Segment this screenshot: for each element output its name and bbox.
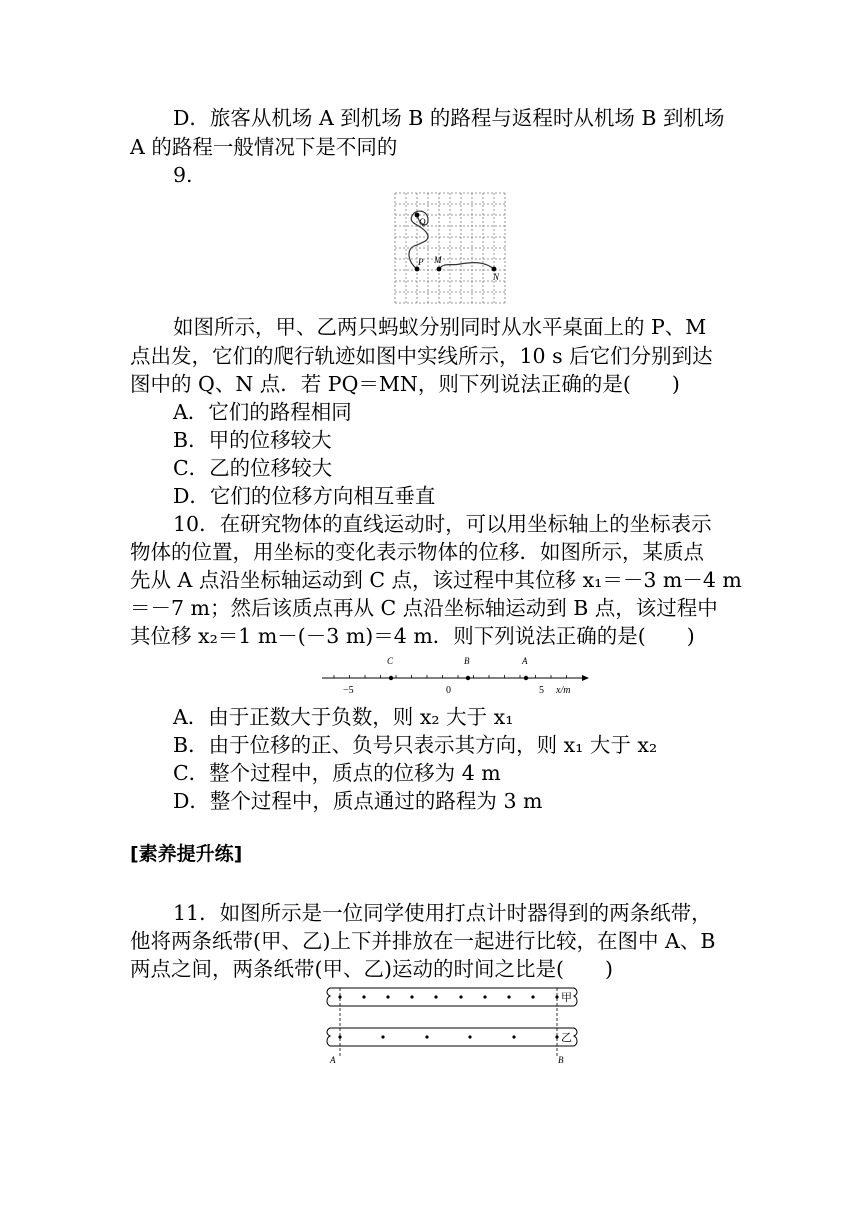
q10-option-b: B．由于位移的正、负号只表示其方向，则 x₁ 大于 x₂: [173, 733, 658, 757]
label-p: P: [418, 257, 424, 267]
tick-label-minus5: −5: [343, 685, 354, 696]
q10-text-line4: ＝－7 m；然后该质点再从 C 点沿坐标轴运动到 B 点，该过程中: [130, 596, 718, 620]
point-p: [415, 267, 420, 272]
q11-text-line3: 两点之间，两条纸带(甲、乙)运动的时间之比是( ): [130, 957, 613, 981]
label-c: C: [387, 656, 394, 666]
unit-label: x/m: [556, 685, 571, 696]
label-a: A: [522, 656, 528, 666]
q10-option-d: D．整个过程中，质点通过的路程为 3 m: [173, 789, 543, 813]
label-m: M: [434, 255, 442, 265]
point-m: [437, 267, 442, 272]
tick-label-5: 5: [539, 685, 544, 696]
tape-top-dots: [338, 995, 558, 998]
q8-option-d-line2: A 的路程一般情况下是不同的: [130, 135, 398, 159]
tick-label-0: 0: [446, 685, 451, 696]
q8-option-d-line1: D．旅客从机场 A 到机场 B 的路程与返程时从机场 B 到机场: [173, 106, 725, 130]
q9-option-a: A．它们的路程相同: [173, 400, 352, 424]
ant-path-yi: [439, 263, 494, 269]
q10-text-line1: 10．在研究物体的直线运动时，可以用坐标轴上的坐标表示: [173, 512, 712, 536]
q9-option-c: C．乙的位移较大: [173, 456, 333, 480]
q9-number: 9.: [173, 163, 193, 187]
ant-grid-figure: [392, 190, 508, 306]
q9-text-line3: 图中的 Q、N 点．若 PQ＝MN，则下列说法正确的是( ): [130, 372, 680, 396]
q9-text-line1: 如图所示，甲、乙两只蚂蚁分别同时从水平桌面上的 P、M: [173, 315, 707, 339]
paper-tape-figure: [322, 984, 584, 1066]
q9-option-d: D．它们的位移方向相互垂直: [173, 484, 436, 508]
label-n: N: [493, 272, 500, 282]
q10-text-line5: 其位移 x₂＝1 m－(－3 m)＝4 m．则下列说法正确的是( ): [130, 624, 695, 648]
q10-option-c: C．整个过程中，质点的位移为 4 m: [173, 761, 501, 785]
tape-label-top: 甲: [561, 991, 572, 1004]
label-b: B: [464, 656, 470, 666]
point-b: [466, 676, 470, 680]
axis-arrow: [582, 675, 589, 681]
label-q: Q: [419, 217, 426, 227]
point-c: [389, 676, 393, 680]
q10-text-line2: 物体的位置，用坐标的变化表示物体的位移．如图所示，某质点: [130, 540, 704, 564]
q10-text-line3: 先从 A 点沿坐标轴运动到 C 点，该过程中其位移 x₁＝－3 m－4 m: [130, 568, 742, 592]
tape-label-bottom: 乙: [561, 1031, 572, 1044]
label-a: A: [330, 1055, 336, 1065]
label-b: B: [558, 1055, 564, 1065]
point-n: [492, 267, 497, 272]
q11-text-line1: 11．如图所示是一位同学使用打点计时器得到的两条纸带，: [173, 901, 712, 925]
point-a: [524, 676, 528, 680]
section-title: [素养提升练]: [130, 843, 243, 865]
q11-text-line2: 他将两条纸带(甲、乙)上下并排放在一起进行比较，在图中 A、B: [130, 929, 716, 953]
q10-option-a: A．由于正数大于负数，则 x₂ 大于 x₁: [173, 705, 514, 729]
tape-bottom: [327, 1028, 577, 1046]
number-line-figure: [320, 652, 590, 698]
q9-text-line2: 点出发，它们的爬行轨迹如图中实线所示，10 s 后它们分别到达: [130, 344, 713, 368]
tape-bottom-dots: [338, 1035, 558, 1038]
q9-option-b: B．甲的位移较大: [173, 428, 332, 452]
